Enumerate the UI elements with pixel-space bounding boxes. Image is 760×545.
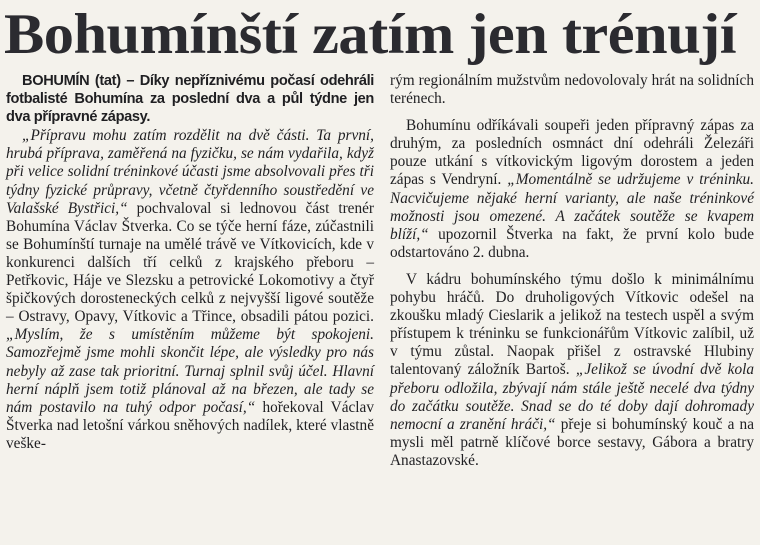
body-text: V kádru bohumínského týmu došlo k minimálnímu pohybu hráčů. Do druholigových Vítkovic odešel na zkoušku mladý Cieslarik a jelikož na testech uspěl a svým přístupem k tréninku se funkcionářům Vítkovic zalíbil, už v týmu zůstal. Naopak přišel z ostravské Hlubiny talentovaný záložník Bartoš.: [390, 270, 754, 379]
article-headline: Bohumínští zatím jen trénují: [4, 3, 737, 66]
quote-text: „Myslím, že s umístěním můžeme být spokojeni. Samozřejmě jsme mohli skončit lépe, ale výsledky pro nás nebyly až zase tak prioritní. Turnaj splnil svůj účel. Hlavní herní náplň jsem totiž plánoval až na březen, ale tady se nám postavilo na tuhý odpor počasí,“: [6, 326, 374, 416]
quote-text: „Momentálně se udržujeme v tréninku. Nacvičujeme nějaké herní varianty, ale naše tréninkové možnosti jsou omezené. A začátek soutěže se kvapem blíží,“: [390, 171, 754, 243]
quote-text: „Přípravu mohu zatím rozdělit na dvě části. Ta první, hrubá příprava, zaměřená na fyzičku, se nám vydařila, když při velice solidní tréninkové účasti jsme absolvovali přes tři týdny fyzické průpravy, včetně čtyřdenního soustředění ve Valašské Bystřici,“: [6, 127, 374, 217]
article-paragraph: rým regionálním mužstvům nedovolovaly hrát na solidních terénech.: [390, 72, 754, 108]
body-text: přeje si bohumínský kouč a na mysli měl patrně klíčové borce sestavy, Gábora a bratry Anastazovské.: [390, 415, 754, 469]
article-lead: BOHUMÍN (tat) – Díky nepříznivému počasí odehráli fotbalisté Bohumína za poslední dva a půl týdne jen dva přípravné zápasy.: [6, 73, 374, 126]
body-text: pochvaloval si lednovou část trenér Bohumína Václav Štverka. Co se týče herní fáze, zúčastnili se Bohumínští turnaje na umělé trávě ve Vítkovicích, kde v konkurenci dalších tří celků z krajského přeboru – Petřkovic, Háje ve Slezsku a petrovické Lokomotivy a čtyř špičkových dorosteneckých celků z nejvyšší ligové soutěže – Ostravy, Opavy, Vítkovic a Třince, obsadili pátou pozici.: [6, 199, 374, 326]
article-column-left: [6, 72, 374, 453]
article-paragraph: [6, 127, 374, 453]
article-paragraph: [390, 271, 754, 470]
quote-text: „Jelikož se úvodní dvě kola přeboru odložila, zbývají nám stále ještě necelé dva týdny do začátku soutěže. Snad se do té doby dají dohromady nemocní a zranění hráči,“: [390, 361, 754, 433]
article-paragraph: [390, 117, 754, 262]
body-text: hořekoval Václav Štverka nad letošní várkou sněhových nadílek, které vlastně veške-: [6, 398, 374, 452]
body-text: Bohumínu odříkávali soupeři jeden přípravný zápas za druhým, za posledních osmnáct dní odehráli Železáři pouze utkání s vítkovickým ligovým dorostem a jeden zápas s Vendryní.: [390, 117, 754, 189]
article-column-right: [390, 72, 754, 470]
body-text: upozornil Štverka na fakt, že první kolo bude odstartováno 2. dubna.: [390, 225, 754, 261]
